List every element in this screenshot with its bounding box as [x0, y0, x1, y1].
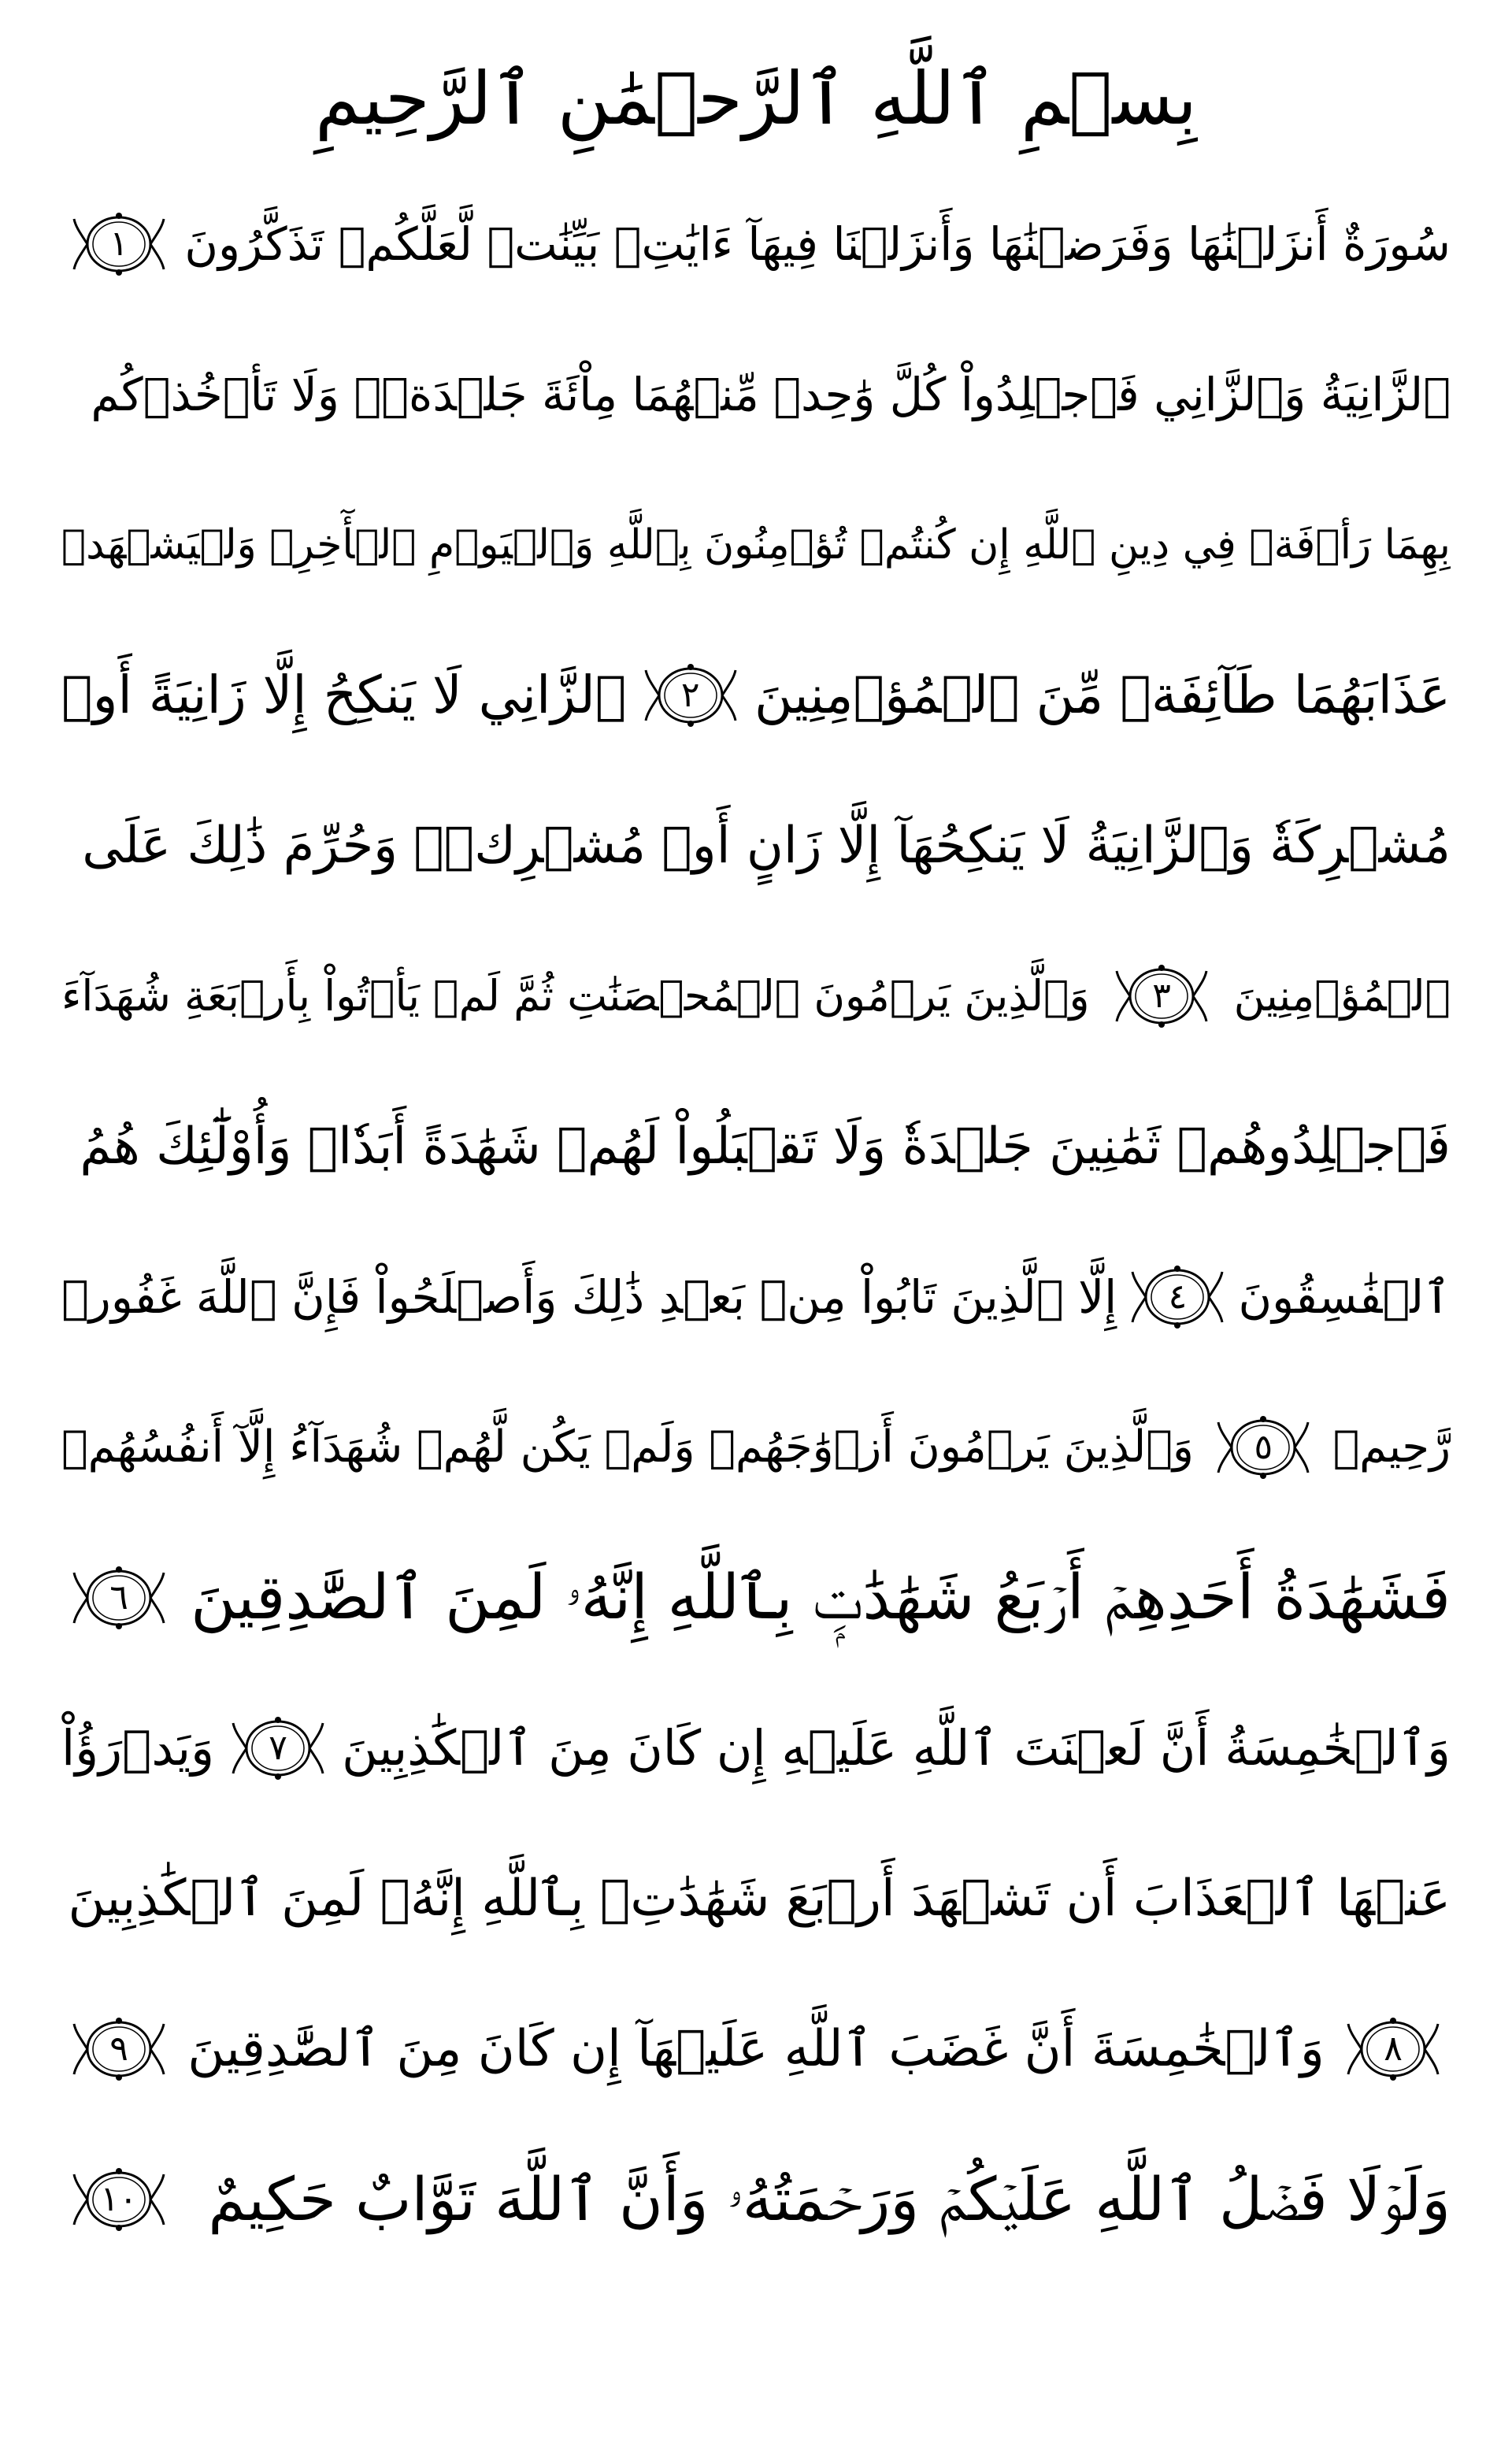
- ayah-number: ٧: [269, 1727, 287, 1768]
- verse-line: [61, 2124, 1451, 2274]
- verse-line: [61, 169, 1451, 319]
- verse-line: [61, 1823, 1451, 1973]
- verse-line: [61, 1372, 1451, 1522]
- ayah-number: ١: [109, 223, 128, 264]
- verse-line: [61, 1522, 1451, 1673]
- ayah-number: ٤: [1168, 1276, 1188, 1317]
- verse-text: سُورَةٌ أَنزَلۡنَٰهَا وَفَرَضۡنَٰهَا وَأَنزَلۡنَا فِيهَآ ءَايَٰتِۭ بَيِّنَٰتٖ لَّعَلَّكُمۡ تَذَكَّرُونَ: [184, 217, 1451, 271]
- verse-text: عَذَابَهُمَا طَآئِفَةٞ مِّنَ ٱلۡمُؤۡمِنِينَ: [754, 664, 1451, 725]
- ayah-number: ١٠: [100, 2178, 138, 2219]
- verse-text: بِهِمَا رَأۡفَةٞ فِي دِينِ ٱللَّهِ إِن كُنتُمۡ تُؤۡمِنُونَ بِٱللَّهِ وَٱلۡيَوۡمِ ٱلۡأٓخِرِۖ وَلۡيَشۡهَدۡ: [61, 521, 1451, 569]
- verse-line: [61, 1221, 1451, 1372]
- verse-line: [61, 1673, 1451, 1823]
- verse-line: [61, 469, 1451, 620]
- verse-lines: [61, 169, 1451, 2274]
- ayah-number-marker: [1131, 1262, 1224, 1332]
- ayah-number-marker: [72, 1563, 165, 1633]
- verse-text: ٱلزَّانِي لَا يَنكِحُ إِلَّا زَانِيَةً أَوۡ: [61, 664, 627, 725]
- ayah-number: ٦: [109, 1577, 128, 1618]
- verse-text: وَلَوۡلَا فَضۡلُ ٱللَّهِ عَلَيۡكُمۡ وَرَحۡمَتُهُۥ وَأَنَّ ٱللَّهَ تَوَّابٌ حَكِيمٌ: [208, 2163, 1451, 2234]
- ayah-number-marker: [72, 2014, 165, 2084]
- verse-text: ٱلۡفَٰسِقُونَ: [1238, 1269, 1451, 1324]
- ayah-number: ٩: [109, 2028, 128, 2069]
- verse-text: وَيَدۡرَؤُاْ: [61, 1718, 215, 1777]
- verse-line: [61, 620, 1451, 770]
- ayah-number: ٨: [1384, 2028, 1403, 2069]
- ayah-number: ٥: [1254, 1426, 1273, 1467]
- verse-text: ٱلزَّانِيَةُ وَٱلزَّانِي فَٱجۡلِدُواْ كُلَّ وَٰحِدٖ مِّنۡهُمَا مِاْئَةَ جَلۡدَةٖۖ وَلَا تَأۡخُذۡكُم: [91, 367, 1451, 421]
- verse-text: مُشۡرِكَةٗ وَٱلزَّانِيَةُ لَا يَنكِحُهَآ إِلَّا زَانٍ أَوۡ مُشۡرِكٞۚ وَحُرِّمَ ذَٰلِكَ عَلَى: [82, 816, 1451, 875]
- verse-text: رَّحِيمٞ: [1332, 1421, 1451, 1473]
- verse-line: [61, 319, 1451, 469]
- ayah-number-marker: [72, 209, 165, 279]
- verse-line: [61, 1071, 1451, 1221]
- verse-text: فَشَهَٰدَةُ أَحَدِهِمۡ أَرۡبَعُ شَهَٰدَٰتِۭ بِٱللَّهِ إِنَّهُۥ لَمِنَ ٱلصَّٰدِقِينَ: [191, 1562, 1451, 1633]
- verse-text: وَٱلۡخَٰمِسَةُ أَنَّ لَعۡنَتَ ٱللَّهِ عَلَيۡهِ إِن كَانَ مِنَ ٱلۡكَٰذِبِينَ: [342, 1718, 1451, 1777]
- ayah-number-marker: [1115, 962, 1208, 1031]
- verse-text: وَٱلۡخَٰمِسَةَ أَنَّ غَضَبَ ٱللَّهِ عَلَيۡهَآ إِن كَانَ مِنَ ٱلصَّٰدِقِينَ: [187, 2019, 1325, 2078]
- ayah-number: ٢: [680, 674, 700, 715]
- ayah-number-marker: [72, 2165, 165, 2234]
- ayah-number-marker: [1347, 2014, 1440, 2084]
- verse-text: إِلَّا ٱلَّذِينَ تَابُواْ مِنۢ بَعۡدِ ذَٰلِكَ وَأَصۡلَحُواْ فَإِنَّ ٱللَّهَ غَفُورٞ: [61, 1269, 1117, 1324]
- verse-text: وَٱلَّذِينَ يَرۡمُونَ أَزۡوَٰجَهُمۡ وَلَمۡ يَكُن لَّهُمۡ شُهَدَآءُ إِلَّآ أَنفُسُهُمۡ: [61, 1421, 1194, 1473]
- verse-text: وَٱلَّذِينَ يَرۡمُونَ ٱلۡمُحۡصَنَٰتِ ثُمَّ لَمۡ يَأۡتُواْ بِأَرۡبَعَةِ شُهَدَآءَ: [61, 970, 1090, 1021]
- verse-line: [61, 1973, 1451, 2124]
- verse-line: [61, 770, 1451, 921]
- verse-line: [61, 921, 1451, 1071]
- verse-text: فَٱجۡلِدُوهُمۡ ثَمَٰنِينَ جَلۡدَةٗ وَلَا تَقۡبَلُواْ لَهُمۡ شَهَٰدَةً أَبَدٗاۚ وَأُوْلَٰٓئِكَ هُمُ: [80, 1117, 1451, 1176]
- verse-text: ٱلۡمُؤۡمِنِينَ: [1233, 970, 1451, 1021]
- ayah-number-marker: [1217, 1413, 1310, 1482]
- verse-text: عَنۡهَا ٱلۡعَذَابَ أَن تَشۡهَدَ أَرۡبَعَ شَهَٰدَٰتِۭ بِٱللَّهِ إِنَّهُۥ لَمِنَ ٱلۡكَٰذِبِينَ: [68, 1869, 1451, 1928]
- ayah-number-marker: [644, 661, 737, 730]
- ayah-number: ٣: [1152, 975, 1171, 1016]
- ayah-number-marker: [232, 1714, 324, 1783]
- basmala: بِسۡمِ ٱللَّهِ ٱلرَّحۡمَٰنِ ٱلرَّحِيمِ: [314, 56, 1198, 141]
